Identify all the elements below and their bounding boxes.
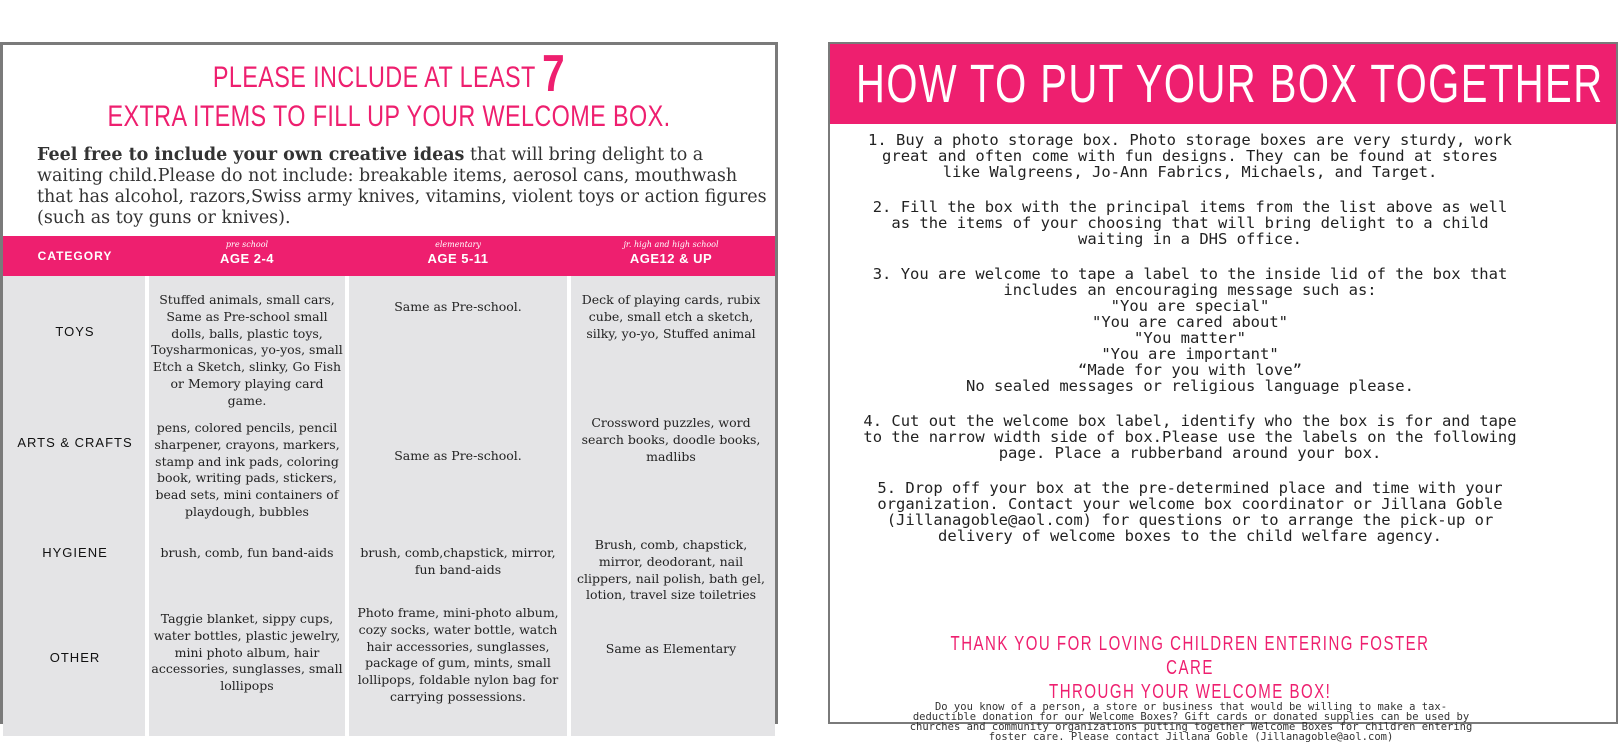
header-category — [3, 236, 147, 276]
header-sub: jr. high and high school — [623, 240, 719, 249]
title-banner — [830, 44, 1616, 124]
cell-toys-age-5-11: Same as Pre-school. — [394, 299, 522, 314]
table-header — [3, 236, 775, 276]
message-love: “Made for you with love” — [1078, 361, 1302, 379]
cell-other-age-5-11: Photo frame, mini-photo album, cozy socks, water bottle, watch hair accessories, sunglasses, package of gum, mints, small lollipops, foldable nylon bag for carrying possessions. — [357, 605, 559, 704]
step-1: 1. Buy a photo storage box. Photo storage boxes are very sturdy, work great and often come with fun designs. They can be found at stores like Walgreens, Jo-Ann Fabrics, Michaels, and Target. — [868, 131, 1512, 181]
cell-hygiene-age-12-up: Brush, comb, chapstick, mirror, deodorant, nail clippers, nail polish, bath gel, lotion, travel size toiletries — [576, 537, 765, 603]
cell-other-age-2-4: Taggie blanket, sippy cups, water bottles, plastic jewelry, mini photo album, hair accessories, sunglasses, small lollipops — [151, 611, 343, 694]
cell-hygiene-age-2-4: brush, comb, fun band-aids — [160, 545, 334, 560]
heading-line1: PLEASE INCLUDE AT LEAST — [212, 61, 536, 94]
step-4: 4. Cut out the welcome box label, identify who the box is for and tape to the narrow width side of box.Please use the labels on the following page. Place a rubberband around your box. — [863, 412, 1517, 462]
thank-you-message — [860, 632, 1520, 704]
cell-hygiene-age-5-11: brush, comb,chapstick, mirror, fun band-aids — [360, 545, 556, 577]
cell-arts-age-5-11: Same as Pre-school. — [394, 448, 522, 463]
heading-number: 7 — [542, 45, 566, 103]
message-matter: "You matter" — [1134, 329, 1246, 347]
header-category-label: CATEGORY — [37, 249, 113, 263]
intro-bold: Feel free to include your own creative ideas — [37, 145, 465, 165]
step-2: 2. Fill the box with the principal items from the list above as well as the items of your choosing that will bring delight to a child waiting in a DHS office. — [872, 198, 1508, 248]
header-age-12-up — [571, 236, 771, 276]
header-age-2-4 — [149, 236, 345, 276]
cell-other-age-12-up: Same as Elementary — [605, 641, 737, 656]
header-main: AGE12 & UP — [629, 251, 713, 266]
column-divider — [345, 276, 349, 736]
header-main: AGE 2-4 — [219, 251, 275, 266]
header-age-5-11 — [349, 236, 567, 276]
row-label-hygiene: HYGIENE — [42, 545, 108, 560]
header-sub: elementary — [435, 240, 481, 249]
thanks-line2: THROUGH YOUR WELCOME BOX! — [1048, 681, 1332, 703]
cell-toys-age-12-up: Deck of playing cards, rubix cube, small etch a sketch, silky, yo-yo, Stuffed animal — [581, 292, 761, 341]
row-label-arts-crafts: ARTS & CRAFTS — [17, 435, 133, 450]
footer-note: Do you know of a person, a store or business that would be willing to make a tax-deductible donation for our Welcome Boxes? Gift cards or donated supplies can be used by churches and community organizations putting together Welcome Boxes for children entering foster care. Please contact Jillana Goble (Jillanagoble@aol.com) — [909, 701, 1473, 743]
header-sub: pre school — [225, 240, 269, 249]
message-special: "You are special" — [1110, 297, 1270, 315]
column-divider — [145, 276, 149, 736]
step-5: 5. Drop off your box at the pre-determined place and time with your organization. Contact your welcome box coordinator or Jillana Goble (Jillanagoble@aol.com) for questions or to arrange the pick-up or delivery of welcome boxes to the child welfare agency. — [877, 479, 1503, 545]
intro-text — [37, 145, 767, 229]
instructions-steps — [860, 132, 1520, 563]
cell-arts-age-12-up: Crossword puzzles, word search books, doodle books, madlibs — [581, 415, 761, 464]
intro-rest: that will bring delight to a waiting child.Please do not include: breakable items, aerosol cans, mouthwash that has alcohol, razors,Swiss army knives, vitamins, violent toys or action figures (such as toy guns or knives). — [37, 145, 767, 228]
column-divider — [567, 276, 571, 736]
step-3: 3. You are welcome to tape a label to the inside lid of the box that includes an encouraging message such as: — [872, 265, 1508, 299]
instructions-title: HOW TO PUT YOUR BOX TOGETHER — [856, 54, 1604, 114]
message-cared-about: "You are cared about" — [1092, 313, 1288, 331]
thanks-line1: THANK YOU FOR LOVING CHILDREN ENTERING FOSTER CARE — [950, 633, 1430, 679]
row-label-toys: TOYS — [55, 324, 95, 339]
instructions-panel — [828, 42, 1618, 743]
message-note: No sealed messages or religious language please. — [966, 377, 1414, 395]
items-panel — [0, 42, 778, 724]
heading-line2: EXTRA ITEMS TO FILL UP YOUR WELCOME BOX. — [107, 100, 671, 133]
row-label-other: OTHER — [49, 650, 101, 665]
cell-arts-age-2-4: pens, colored pencils, pencil sharpener, crayons, markers, stamp and ink pads, coloring book, writing pads, stickers, bead sets, mini containers of playdough, bubbles — [154, 420, 340, 519]
message-important: "You are important" — [1101, 345, 1279, 363]
header-main: AGE 5-11 — [427, 251, 489, 266]
items-heading — [3, 45, 775, 135]
cell-toys-age-2-4: Stuffed animals, small cars, Same as Pre-school small dolls, balls, plastic toys, Toysharmonicas, yo-yos, small Etch a Sketch, slinky, Go Fish or Memory playing card game. — [151, 292, 343, 408]
